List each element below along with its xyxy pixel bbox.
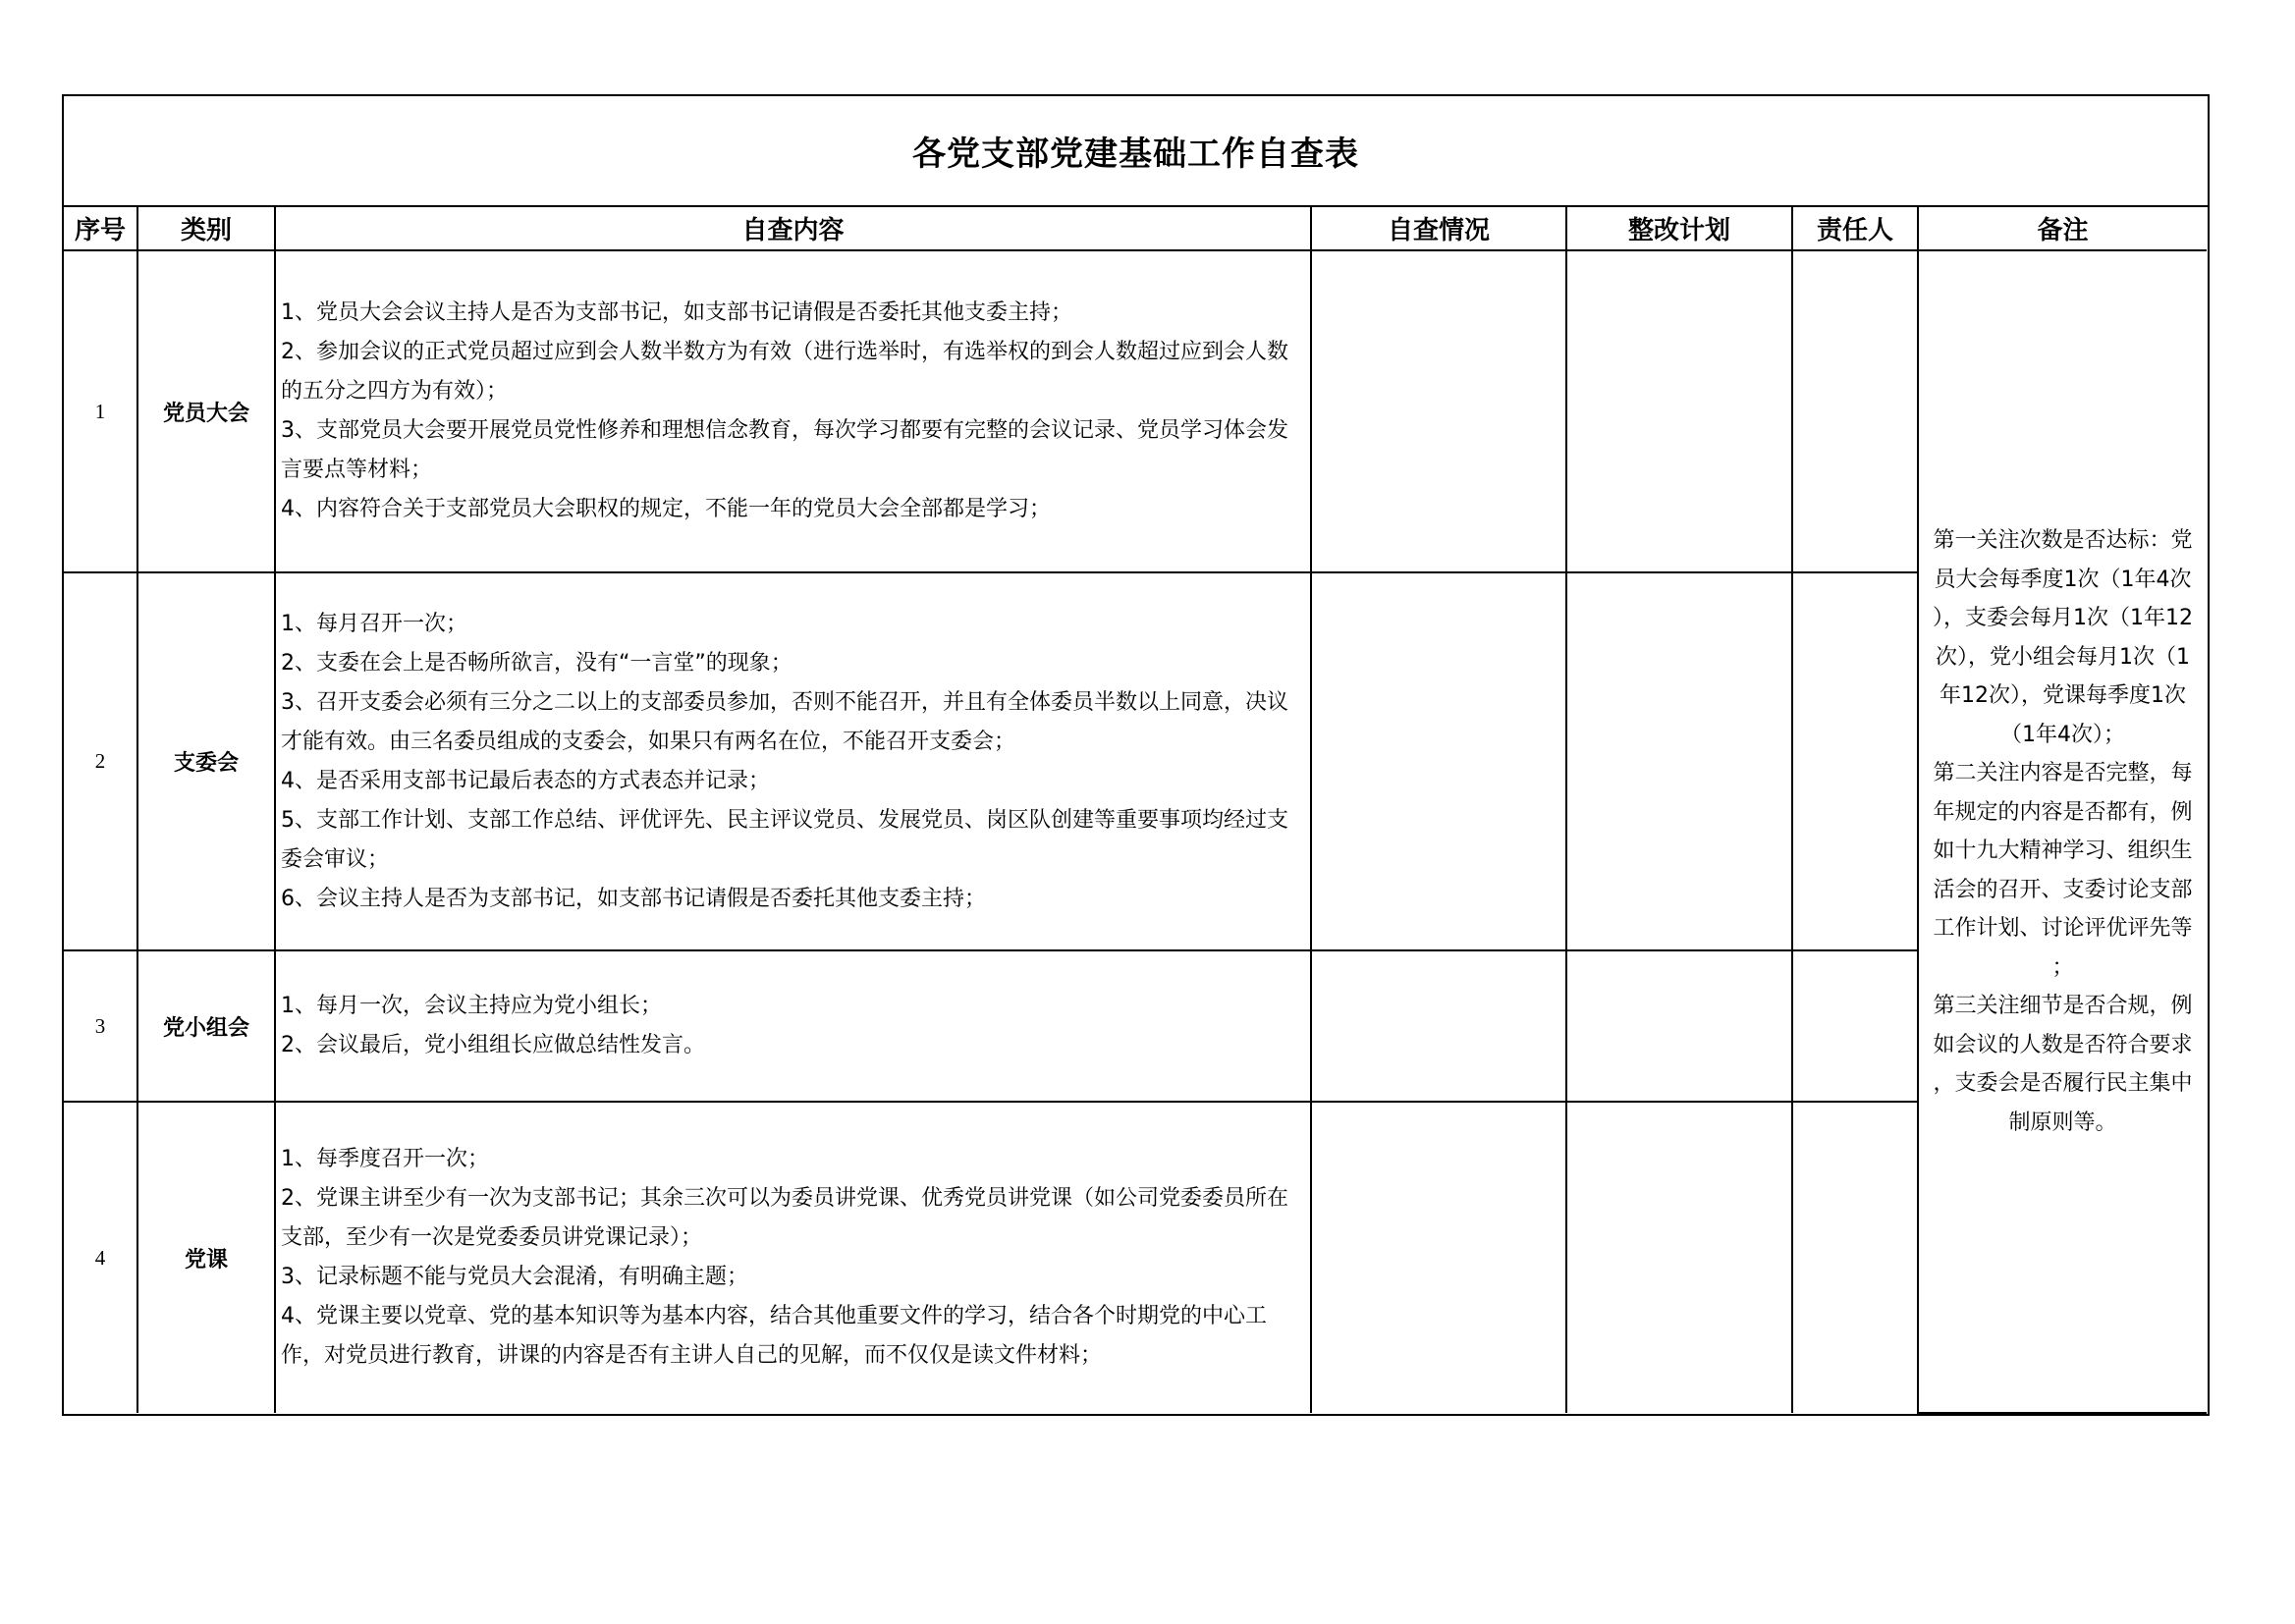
status-cell[interactable] — [1311, 250, 1566, 572]
row-content — [275, 950, 1311, 1102]
status-cell[interactable] — [1311, 950, 1566, 1102]
owner-cell[interactable] — [1792, 572, 1918, 950]
row-num: 1 — [64, 250, 137, 572]
remark-line: 活会的召开、支委讨论支部 — [1933, 877, 2193, 902]
plan-cell[interactable] — [1566, 1102, 1792, 1413]
row-category: 支委会 — [137, 572, 275, 950]
remark-line: 第三关注细节是否合规，例 — [1933, 994, 2193, 1018]
row-category: 党小组会 — [137, 950, 275, 1102]
table-row — [64, 250, 2207, 572]
content-line: 6、会议主持人是否为支部书记，如支部书记请假是否委托其他支委主持； — [281, 886, 986, 911]
header-row — [64, 207, 2207, 250]
remark-line: （1年4次）； — [2000, 722, 2125, 747]
table-row — [64, 572, 2207, 950]
table-row — [64, 950, 2207, 1102]
content-line: 4、是否采用支部书记最后表态的方式表态并记录； — [281, 768, 770, 793]
header-content: 自查内容 — [275, 207, 1311, 250]
content-line: 5、支部工作计划、支部工作总结、评优评先、民主评议党员、发展党员、岗区队创建等重要事项均经过支委会审议； — [281, 807, 1289, 872]
remark-line: 次），党小组会每月1次（1 — [1936, 644, 2190, 670]
content-line: 1、每月召开一次； — [281, 611, 467, 636]
owner-cell[interactable] — [1792, 1102, 1918, 1413]
row-num: 3 — [64, 950, 137, 1102]
remark-line: ； — [2051, 954, 2074, 980]
content-line: 1、每月一次，会议主持应为党小组长； — [281, 994, 662, 1018]
plan-cell[interactable] — [1566, 572, 1792, 950]
owner-cell[interactable] — [1792, 950, 1918, 1102]
header-category: 类别 — [137, 207, 275, 250]
content-line: 4、内容符合关于支部党员大会职权的规定，不能一年的党员大会全部都是学习； — [281, 497, 1051, 521]
remark-cell — [1918, 250, 2207, 1413]
content-line: 2、会议最后，党小组组长应做总结性发言。 — [281, 1033, 705, 1057]
header-status: 自查情况 — [1311, 207, 1566, 250]
row-content — [275, 1102, 1311, 1413]
self-check-sheet — [62, 94, 2210, 1416]
sheet-title: 各党支部党建基础工作自查表 — [64, 96, 2208, 207]
self-check-table — [64, 207, 2207, 1414]
status-cell[interactable] — [1311, 1102, 1566, 1413]
remark-line: 年12次），党课每季度1次 — [1940, 683, 2186, 708]
remark-line: ，支委会是否履行民主集中 — [1933, 1071, 2193, 1096]
plan-cell[interactable] — [1566, 950, 1792, 1102]
content-line: 4、党课主要以党章、党的基本知识等为基本内容，结合其他重要文件的学习，结合各个时期党的中心工作，对党员进行教育，讲课的内容是否有主讲人自己的见解，而不仅仅是读文件材料； — [281, 1304, 1268, 1368]
remark-line: 员大会每季度1次（1年4次 — [1934, 567, 2192, 592]
remark-line: 工作计划、讨论评优评先等 — [1933, 916, 2193, 941]
content-line: 1、党员大会会议主持人是否为支部书记，如支部书记请假是否委托其他支委主持； — [281, 300, 1072, 325]
content-line: 3、召开支委会必须有三分之二以上的支部委员参加，否则不能召开，并且有全体委员半数以上同意，决议才能有效。由三名委员组成的支委会，如果只有两名在位，不能召开支委会； — [281, 689, 1289, 754]
content-line: 3、支部党员大会要开展党员党性修养和理想信念教育，每次学习都要有完整的会议记录、党员学习体会发言要点等材料； — [281, 418, 1289, 482]
remark-line: 第二关注内容是否完整，每 — [1933, 761, 2193, 785]
plan-cell[interactable] — [1566, 250, 1792, 572]
row-content — [275, 250, 1311, 572]
row-num: 4 — [64, 1102, 137, 1413]
content-line: 1、每季度召开一次； — [281, 1147, 489, 1171]
row-category: 党员大会 — [137, 250, 275, 572]
status-cell[interactable] — [1311, 572, 1566, 950]
remark-line: ），支委会每月1次（1年12 — [1933, 606, 2193, 630]
remark-line: 年规定的内容是否都有，例 — [1933, 799, 2193, 825]
remark-line: 第一关注次数是否达标：党 — [1933, 528, 2193, 553]
content-line: 2、参加会议的正式党员超过应到会人数半数方为有效（进行选举时，有选举权的到会人数超过应到会人数的五分之四方为有效）； — [281, 340, 1289, 404]
remark-line: 如会议的人数是否符合要求 — [1933, 1032, 2193, 1057]
row-category: 党课 — [137, 1102, 275, 1413]
header-remark: 备注 — [1918, 207, 2207, 250]
header-plan: 整改计划 — [1566, 207, 1792, 250]
table-row — [64, 1102, 2207, 1413]
row-num: 2 — [64, 572, 137, 950]
row-content — [275, 572, 1311, 950]
content-line: 2、支委在会上是否畅所欲言，没有“一言堂”的现象； — [281, 650, 792, 676]
content-line: 2、党课主讲至少有一次为支部书记；其余三次可以为委员讲党课、优秀党员讲党课（如公司党委委员所在支部，至少有一次是党委委员讲党课记录）； — [281, 1186, 1289, 1250]
header-owner: 责任人 — [1792, 207, 1918, 250]
remark-line: 制原则等。 — [2008, 1110, 2117, 1135]
remark-line: 如十九大精神学习、组织生 — [1933, 839, 2193, 863]
content-line: 3、记录标题不能与党员大会混淆，有明确主题； — [281, 1265, 748, 1289]
header-num: 序号 — [64, 207, 137, 250]
owner-cell[interactable] — [1792, 250, 1918, 572]
